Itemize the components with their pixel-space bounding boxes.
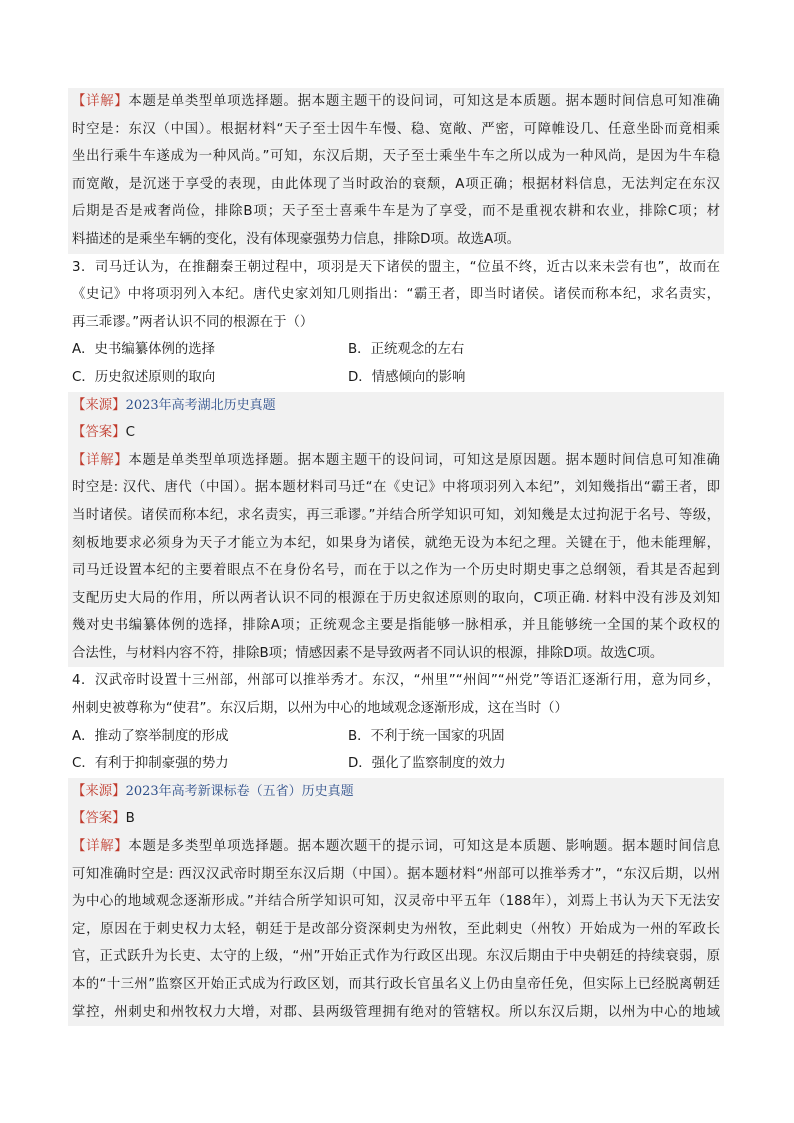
- source-text: 2023年高考新课标卷（五省）历史真题: [125, 783, 354, 799]
- options-row: [68, 336, 724, 364]
- explanation-block-q2: [68, 88, 724, 254]
- option-b: B．正统观念的左右: [348, 342, 465, 358]
- answer-value: C: [125, 425, 135, 441]
- question-line: 再三乖谬。”两者认识不同的根源在于（）: [72, 314, 314, 330]
- text-line: 【详解】本题是单类型单项选择题。据本题主题干的设问词，可知这是本质题。据本题时间信息可知准确: [72, 94, 720, 109]
- option-a: A．推动了察举制度的形成: [72, 728, 229, 744]
- document-page: [68, 88, 724, 1026]
- option-a: A．史书编纂体例的选择: [72, 342, 216, 358]
- text-line: 官，正式跃升为长吏、太守的上级，“州”开始正式作为行政区出现。东汉后期由于中央朝廷的持续衰弱，原: [72, 949, 720, 965]
- text-line: 后期是否是戒奢尚俭，排除B项；天子至士喜乘牛车是为了享受，而不是重视农耕和农业，排除C项；材: [72, 204, 720, 220]
- question-line: 《史记》中将项羽列入本纪。唐代史家刘知几则指出：“霸王者，即当时诸侯。诸侯而称本纪，求名责实，: [72, 287, 720, 303]
- text-line: 而宽敞，是沉迷于享受的表现，由此体现了当时政治的衰颓，A项正确；根据材料信息，无法判定在东汉: [72, 176, 720, 192]
- text-line: 合法性，与材料内容不符，排除B项；情感因素不是导致两者不同认识的根源，排除D项。故选C项。: [72, 645, 664, 661]
- question-4: [68, 667, 724, 722]
- text-line: 【详解】本题是单类型单项选择题。据本题主题干的设问词，可知这是原因题。据本题时间信息可知准确: [72, 452, 720, 468]
- text-line: 掌控，州刺史和州牧权力大增，对郡、县两级管理拥有绝对的管辖权。所以东汉后期，以州为中心的地域: [72, 1004, 720, 1020]
- text-line: 支配历史大局的作用，所以两者认识不同的根源在于历史叙述原则的取向，C项正确. 材料中没有涉及刘知: [72, 590, 720, 606]
- text-line: 司马迁设置本纪的主要着眼点不在身份名号，而在于以之作为一个历史时期史事之总纲领，看其是否起到: [72, 563, 720, 579]
- text-line: 幾对史书编纂体例的选择，排除A项；正统观念主要是指能够一脉相承，并且能够统一全国的某个政权的: [72, 618, 720, 634]
- detail-tag: 【详解】: [72, 94, 129, 109]
- text-line: 可知准确时空是: 西汉汉武帝时期至东汉后期（中国）。据本题材料“州部可以推举秀才”，“东汉后期，以州: [72, 866, 720, 882]
- text-line: 刻板地要求必须身为天子才能立为本纪，如果身为诸侯，就绝无设为本纪之理。关键在于，他未能理解，: [72, 535, 720, 551]
- question-line: 州刺史被尊称为“使君”。东汉后期，以州为中心的地域观念逐渐形成，这在当时（）: [72, 701, 568, 717]
- source-text: 2023年高考湖北历史真题: [125, 397, 276, 413]
- answer-block-q3: [68, 392, 724, 668]
- options-row: [68, 364, 724, 392]
- option-d: D．强化了监察制度的效力: [348, 756, 506, 772]
- source-line: 【来源】2023年高考新课标卷（五省）历史真题: [72, 783, 354, 799]
- text-line: 定，原因在于刺史权力太轻，朝廷于是改部分资深刺史为州牧，至此刺史（州牧）开始成为一州的军政长: [72, 921, 720, 937]
- text-line: 当时诸侯。诸侯而称本纪，求名责实，再三乖谬。”并结合所学知识可知，刘知幾是太过拘泥于名号、等级，: [72, 507, 720, 523]
- text-line: 坐出行乘牛车遂成为一种风尚。”可知，东汉后期，天子至士乘坐牛车之所以成为一种风尚，是因为牛车稳: [72, 149, 720, 165]
- option-c: C．有利于抑制豪强的势力: [72, 756, 229, 772]
- text-line: 料描述的是乘坐车辆的变化，没有体现豪强势力信息，排除D项。故选A项。: [72, 231, 520, 247]
- question-line: 4．汉武帝时设置十三州部，州部可以推举秀才。东汉，“州里”“州闾”“州党”等语汇逐渐行用，意为同乡，: [72, 673, 720, 689]
- option-c: C．历史叙述原则的取向: [72, 369, 216, 385]
- text-line: 时空是: 汉代、唐代（中国）。据本题材料司马迁“在《史记》中将项羽列入本纪”，刘知幾指出“霸王者，即: [72, 480, 720, 496]
- source-line: 【来源】2023年高考湖北历史真题: [72, 397, 276, 413]
- answer-block-q4: [68, 778, 724, 1026]
- option-b: B．不利于统一国家的巩固: [348, 728, 505, 744]
- option-d: D．情感倾向的影响: [348, 369, 466, 385]
- text-line: 【详解】本题是多类型单项选择题。据本题次题干的提示词，可知这是本质题、影响题。据本题时间信息: [72, 839, 720, 855]
- answer-line: 【答案】B: [72, 811, 135, 827]
- text-line: 本的“十三州”监察区开始正式成为行政区划，而其行政长官虽名义上仍由皇帝任免，但实际上已经脱离朝廷: [72, 977, 720, 992]
- text-line: 为中心的地域观念逐渐形成。”并结合所学知识可知，汉灵帝中平五年（188年），刘焉上书认为天下无法安: [72, 894, 720, 910]
- answer-value: B: [125, 811, 135, 827]
- question-line: 3．司马迁认为，在推翻秦王朝过程中，项羽是天下诸侯的盟主，“位虽不终，近古以来未尝有也”，故而在: [72, 259, 720, 275]
- options-row: [68, 723, 724, 751]
- text-line: 时空是：东汉（中国）。根据材料“天子至士因牛车慢、稳、宽敞、严密，可障帷设几、任意坐卧而竟相乘: [72, 121, 720, 137]
- answer-line: 【答案】C: [72, 425, 135, 441]
- options-row: [68, 750, 724, 778]
- question-3: [68, 254, 724, 337]
